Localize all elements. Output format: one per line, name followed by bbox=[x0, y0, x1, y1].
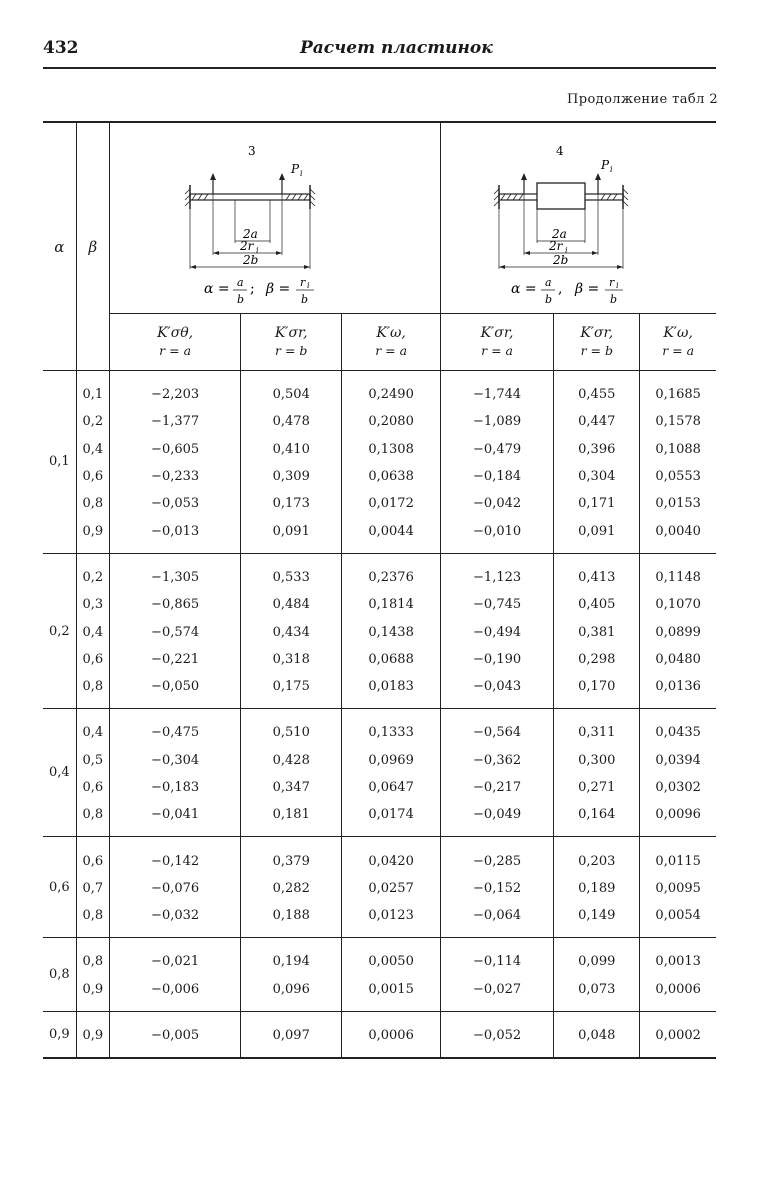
coefficient-cell: −1,089 bbox=[440, 408, 553, 435]
svg-text:β =: β = bbox=[265, 281, 291, 297]
coefficient-cell: −0,042 bbox=[440, 490, 553, 517]
coefficient-cell: 0,504 bbox=[241, 371, 342, 409]
table-row bbox=[43, 463, 716, 490]
svg-text:b: b bbox=[236, 293, 245, 306]
coefficient-cell: 0,0183 bbox=[342, 673, 441, 709]
alpha-value: 0,9 bbox=[43, 1011, 76, 1058]
coefficient-cell: 0,1685 bbox=[640, 371, 716, 409]
dimension-2ri-subscript: i bbox=[255, 246, 259, 255]
table-row bbox=[43, 408, 716, 435]
coefficient-cell: −0,027 bbox=[440, 976, 553, 1012]
coefficient-cell: 0,0044 bbox=[342, 517, 441, 553]
coefficient-cell: 0,1578 bbox=[655, 414, 701, 430]
coefficient-cell: −0,041 bbox=[109, 801, 240, 837]
coefficient-cell: −0,221 bbox=[109, 646, 240, 673]
coefficient-cell: 0,0553 bbox=[655, 469, 701, 485]
coefficient-cell: −0,304 bbox=[109, 747, 240, 774]
alpha-value: 0,4 bbox=[43, 709, 76, 837]
page-number: 432 bbox=[43, 38, 79, 58]
beta-value: 0,8 bbox=[76, 490, 109, 517]
coefficient-cell: 0,173 bbox=[241, 490, 342, 517]
table-row bbox=[43, 837, 716, 875]
coefficient-cell: 0,428 bbox=[241, 747, 342, 774]
coefficient-cell: 0,048 bbox=[554, 1011, 640, 1058]
subheader-k-omega-r-a: K′ω, r = a bbox=[342, 314, 441, 371]
coefficient-cell: 0,1308 bbox=[342, 436, 441, 463]
svg-text:β =: β = bbox=[574, 281, 600, 297]
beta-value: 0,8 bbox=[76, 902, 109, 938]
coefficient-cell: 0,304 bbox=[554, 463, 640, 490]
svg-text:;: ; bbox=[249, 281, 255, 297]
coefficient-cell: −0,865 bbox=[109, 591, 240, 618]
table-row bbox=[43, 1011, 716, 1058]
plate-scheme-3-diagram bbox=[110, 123, 440, 311]
svg-text:i: i bbox=[615, 281, 619, 290]
scheme-number: 3 bbox=[247, 144, 256, 158]
coefficient-cell: 0,091 bbox=[241, 517, 342, 553]
coefficient-cell: 0,164 bbox=[554, 801, 640, 837]
beta-value: 0,4 bbox=[76, 436, 109, 463]
beta-value: 0,6 bbox=[76, 774, 109, 801]
coefficient-cell: 0,097 bbox=[241, 1011, 342, 1058]
coefficient-cell: 0,347 bbox=[241, 774, 342, 801]
coefficient-cell: 0,0174 bbox=[342, 801, 441, 837]
coefficient-cell: 0,298 bbox=[554, 646, 640, 673]
beta-value: 0,2 bbox=[76, 553, 109, 591]
coefficient-cell: 0,1814 bbox=[342, 591, 441, 618]
coefficient-cell: 0,188 bbox=[241, 902, 342, 938]
running-title: Расчет пластинок bbox=[300, 38, 493, 58]
dimension-2b: 2b bbox=[242, 253, 259, 267]
coefficient-cell: −0,043 bbox=[440, 673, 553, 709]
coefficient-cell: 0,170 bbox=[554, 673, 640, 709]
coefficient-cell: 0,0172 bbox=[342, 490, 441, 517]
coefficient-cell: 0,0647 bbox=[342, 774, 441, 801]
coefficient-cell: 0,0638 bbox=[342, 463, 441, 490]
coefficient-cell: 0,194 bbox=[241, 938, 342, 976]
coefficient-cell: −0,152 bbox=[440, 875, 553, 902]
coefficient-cell: −0,494 bbox=[440, 618, 553, 645]
dimension-2b: 2b bbox=[552, 253, 569, 267]
beta-value: 0,8 bbox=[76, 801, 109, 837]
coefficient-cell: 0,0394 bbox=[655, 752, 701, 768]
table-row bbox=[43, 436, 716, 463]
load-label: P bbox=[600, 158, 610, 172]
table-row bbox=[43, 646, 716, 673]
coefficient-cell: 0,0013 bbox=[640, 938, 716, 976]
coefficient-cell: 0,2376 bbox=[342, 553, 441, 591]
coefficient-cell: −0,362 bbox=[440, 747, 553, 774]
coefficient-cell: −2,203 bbox=[109, 371, 240, 409]
coefficient-cell: −0,605 bbox=[109, 436, 240, 463]
coefficient-cell: 0,073 bbox=[554, 976, 640, 1012]
coefficient-cell: 0,410 bbox=[241, 436, 342, 463]
coefficient-cell: −0,050 bbox=[109, 673, 240, 709]
subheader-k-sigma-r-r-a: K′σr, r = a bbox=[440, 314, 553, 371]
svg-text:α =: α = bbox=[203, 281, 230, 297]
load-subscript: i bbox=[299, 169, 303, 178]
beta-value: 0,1 bbox=[76, 371, 109, 409]
coefficient-cell: −0,032 bbox=[109, 902, 240, 938]
beta-value: 0,9 bbox=[76, 1011, 109, 1058]
table-row bbox=[43, 673, 716, 709]
alpha-value: 0,1 bbox=[43, 371, 76, 554]
coefficient-cell: −0,006 bbox=[109, 976, 240, 1012]
beta-value: 0,6 bbox=[76, 463, 109, 490]
coefficient-cell: −0,064 bbox=[440, 902, 553, 938]
beta-value: 0,4 bbox=[76, 618, 109, 645]
coefficient-cell: −0,142 bbox=[109, 837, 240, 875]
coefficient-cell: 0,0123 bbox=[342, 902, 441, 938]
coefficient-cell: 0,0054 bbox=[655, 908, 701, 924]
coefficient-cell: −0,049 bbox=[440, 801, 553, 837]
table-row bbox=[43, 875, 716, 902]
subheader-k-sigma-theta-r-a: K′σθ, r = a bbox=[109, 314, 240, 371]
subheader-k-sigma-r-r-b: K′σr, r = b bbox=[554, 314, 640, 371]
coefficient-cell: 0,0420 bbox=[342, 837, 441, 875]
coefficient-cell: −0,184 bbox=[440, 463, 553, 490]
coefficient-cell: 0,0153 bbox=[655, 496, 701, 512]
coefficient-cell: −0,233 bbox=[109, 463, 240, 490]
coefficient-cell: 0,0096 bbox=[655, 807, 701, 823]
beta-value: 0,6 bbox=[76, 837, 109, 875]
coefficient-cell: 0,1438 bbox=[342, 618, 441, 645]
coefficient-cell: 0,1088 bbox=[655, 441, 701, 457]
coefficient-cell: 0,300 bbox=[554, 747, 640, 774]
coefficient-cell: 0,0136 bbox=[655, 679, 701, 695]
coefficient-cell: −0,013 bbox=[109, 517, 240, 553]
table-row bbox=[43, 774, 716, 801]
coefficient-cell: 0,309 bbox=[241, 463, 342, 490]
coefficient-cell: 0,484 bbox=[241, 591, 342, 618]
coefficient-cell: −1,744 bbox=[440, 371, 553, 409]
alpha-value: 0,2 bbox=[43, 553, 76, 708]
coefficient-cell: −1,305 bbox=[109, 553, 240, 591]
table-row bbox=[43, 709, 716, 747]
svg-text:α =: α = bbox=[510, 281, 537, 297]
table-row bbox=[43, 938, 716, 976]
coefficient-cell: −0,114 bbox=[440, 938, 553, 976]
coefficient-cell: 0,203 bbox=[554, 837, 640, 875]
coefficient-cell: 0,0115 bbox=[640, 837, 716, 875]
coefficient-cell: 0,381 bbox=[554, 618, 640, 645]
load-label: P bbox=[290, 162, 300, 176]
coefficient-cell: −0,076 bbox=[109, 875, 240, 902]
table-row bbox=[43, 801, 716, 837]
coefficient-cell: 0,0006 bbox=[655, 981, 701, 997]
coefficient-cell: −0,475 bbox=[109, 709, 240, 747]
coefficient-cell: 0,0095 bbox=[655, 880, 701, 896]
coefficient-cell: 0,0002 bbox=[640, 1011, 716, 1058]
coefficient-cell: 0,091 bbox=[554, 517, 640, 553]
coefficient-cell: 0,0899 bbox=[655, 624, 701, 640]
coefficient-cell: 0,311 bbox=[554, 709, 640, 747]
coefficient-cell: 0,413 bbox=[554, 553, 640, 591]
beta-value: 0,6 bbox=[76, 646, 109, 673]
svg-text:r: r bbox=[299, 276, 306, 289]
table-row bbox=[43, 902, 716, 938]
alpha-value: 0,6 bbox=[43, 837, 76, 938]
coefficient-cell: −0,285 bbox=[440, 837, 553, 875]
coefficient-cell: −0,217 bbox=[440, 774, 553, 801]
coefficient-cell: 0,2490 bbox=[342, 371, 441, 409]
load-subscript: i bbox=[609, 165, 613, 174]
coefficient-cell: 0,0050 bbox=[342, 938, 441, 976]
coefficient-cell: 0,0015 bbox=[342, 976, 441, 1012]
coefficient-cell: 0,271 bbox=[554, 774, 640, 801]
coefficient-cell: 0,533 bbox=[241, 553, 342, 591]
coefficient-cell: 0,318 bbox=[241, 646, 342, 673]
alpha-value: 0,8 bbox=[43, 938, 76, 1012]
header-rule bbox=[43, 67, 716, 69]
svg-text:a: a bbox=[544, 276, 552, 289]
coefficient-cell: 0,0688 bbox=[342, 646, 441, 673]
dimension-2ri: 2r bbox=[239, 239, 254, 253]
coefficient-cell: 0,405 bbox=[554, 591, 640, 618]
coefficient-cell: 0,478 bbox=[241, 408, 342, 435]
coefficient-cell: −0,745 bbox=[440, 591, 553, 618]
table-continuation-label: Продолжение табл 2 bbox=[566, 92, 718, 107]
svg-text:i: i bbox=[306, 281, 310, 290]
dimension-2a: 2a bbox=[551, 227, 567, 241]
scheme-number: 4 bbox=[555, 144, 564, 158]
coefficient-cell: 0,0435 bbox=[640, 709, 716, 747]
beta-value: 0,2 bbox=[76, 408, 109, 435]
coefficient-cell: −0,052 bbox=[440, 1011, 553, 1058]
coefficient-cell: 0,171 bbox=[554, 490, 640, 517]
subheader-k-sigma-r-r-b: K′σr, r = b bbox=[241, 314, 342, 371]
dimension-2a: 2a bbox=[242, 227, 258, 241]
svg-text:a: a bbox=[236, 276, 244, 289]
coefficient-cell: −0,005 bbox=[109, 1011, 240, 1058]
coefficient-cell: 0,0969 bbox=[342, 747, 441, 774]
dimension-2ri-subscript: i bbox=[564, 246, 568, 255]
svg-text:b: b bbox=[609, 293, 618, 306]
coefficient-cell: −0,010 bbox=[440, 517, 553, 553]
beta-value: 0,9 bbox=[76, 517, 109, 553]
svg-text:b: b bbox=[544, 293, 553, 306]
beta-value: 0,5 bbox=[76, 747, 109, 774]
dimension-2ri: 2r bbox=[548, 239, 563, 253]
table-row bbox=[43, 618, 716, 645]
coefficient-cell: 0,0480 bbox=[655, 651, 701, 667]
table-row bbox=[43, 490, 716, 517]
coefficient-cell: 0,0040 bbox=[655, 523, 701, 539]
coefficient-cell: −0,053 bbox=[109, 490, 240, 517]
coefficient-cell: 0,447 bbox=[554, 408, 640, 435]
beta-value: 0,7 bbox=[76, 875, 109, 902]
coefficient-cell: 0,2080 bbox=[342, 408, 441, 435]
svg-text:,: , bbox=[557, 281, 563, 297]
beta-value: 0,8 bbox=[76, 938, 109, 976]
table-row bbox=[43, 371, 716, 409]
svg-text:b: b bbox=[300, 293, 309, 306]
coefficient-cell: 0,1070 bbox=[655, 597, 701, 613]
coefficient-cell: 0,379 bbox=[241, 837, 342, 875]
beta-value: 0,8 bbox=[76, 673, 109, 709]
coefficient-cell: −0,183 bbox=[109, 774, 240, 801]
coefficient-cell: 0,0302 bbox=[655, 780, 701, 795]
table-row bbox=[43, 747, 716, 774]
beta-value: 0,3 bbox=[76, 591, 109, 618]
scheme-4-header bbox=[440, 122, 716, 314]
beta-header: β bbox=[76, 122, 109, 371]
coefficient-cell: 0,0257 bbox=[342, 875, 441, 902]
coefficient-cell: 0,1333 bbox=[342, 709, 441, 747]
alpha-header: α bbox=[43, 122, 76, 371]
coefficient-cell: 0,096 bbox=[241, 976, 342, 1012]
coefficient-cell: −1,377 bbox=[109, 408, 240, 435]
table-row bbox=[43, 517, 716, 553]
svg-text:r: r bbox=[608, 276, 615, 289]
plate-scheme-4-diagram bbox=[441, 123, 716, 311]
scheme-3-header bbox=[109, 122, 440, 314]
coefficient-cell: 0,396 bbox=[554, 436, 640, 463]
coefficient-cell: 0,455 bbox=[554, 371, 640, 409]
table-body bbox=[43, 371, 716, 1059]
subheader-k-omega-r-a: K′ω, r = a bbox=[640, 314, 716, 371]
coefficient-cell: 0,282 bbox=[241, 875, 342, 902]
coefficient-cell: 0,510 bbox=[241, 709, 342, 747]
table-row bbox=[43, 553, 716, 591]
beta-value: 0,4 bbox=[76, 709, 109, 747]
coefficient-cell: 0,175 bbox=[241, 673, 342, 709]
coefficient-cell: 0,434 bbox=[241, 618, 342, 645]
coefficient-table bbox=[43, 121, 716, 1059]
table-row bbox=[43, 591, 716, 618]
coefficient-cell: 0,149 bbox=[554, 902, 640, 938]
coefficient-cell: −0,479 bbox=[440, 436, 553, 463]
coefficient-cell: 0,189 bbox=[554, 875, 640, 902]
coefficient-cell: −0,190 bbox=[440, 646, 553, 673]
coefficient-cell: −1,123 bbox=[440, 553, 553, 591]
table-row bbox=[43, 976, 716, 1012]
coefficient-cell: 0,0006 bbox=[342, 1011, 441, 1058]
coefficient-cell: −0,574 bbox=[109, 618, 240, 645]
coefficient-cell: 0,099 bbox=[554, 938, 640, 976]
beta-value: 0,9 bbox=[76, 976, 109, 1012]
coefficient-cell: 0,181 bbox=[241, 801, 342, 837]
coefficient-cell: −0,564 bbox=[440, 709, 553, 747]
coefficient-cell: 0,1148 bbox=[640, 553, 716, 591]
coefficient-cell: −0,021 bbox=[109, 938, 240, 976]
